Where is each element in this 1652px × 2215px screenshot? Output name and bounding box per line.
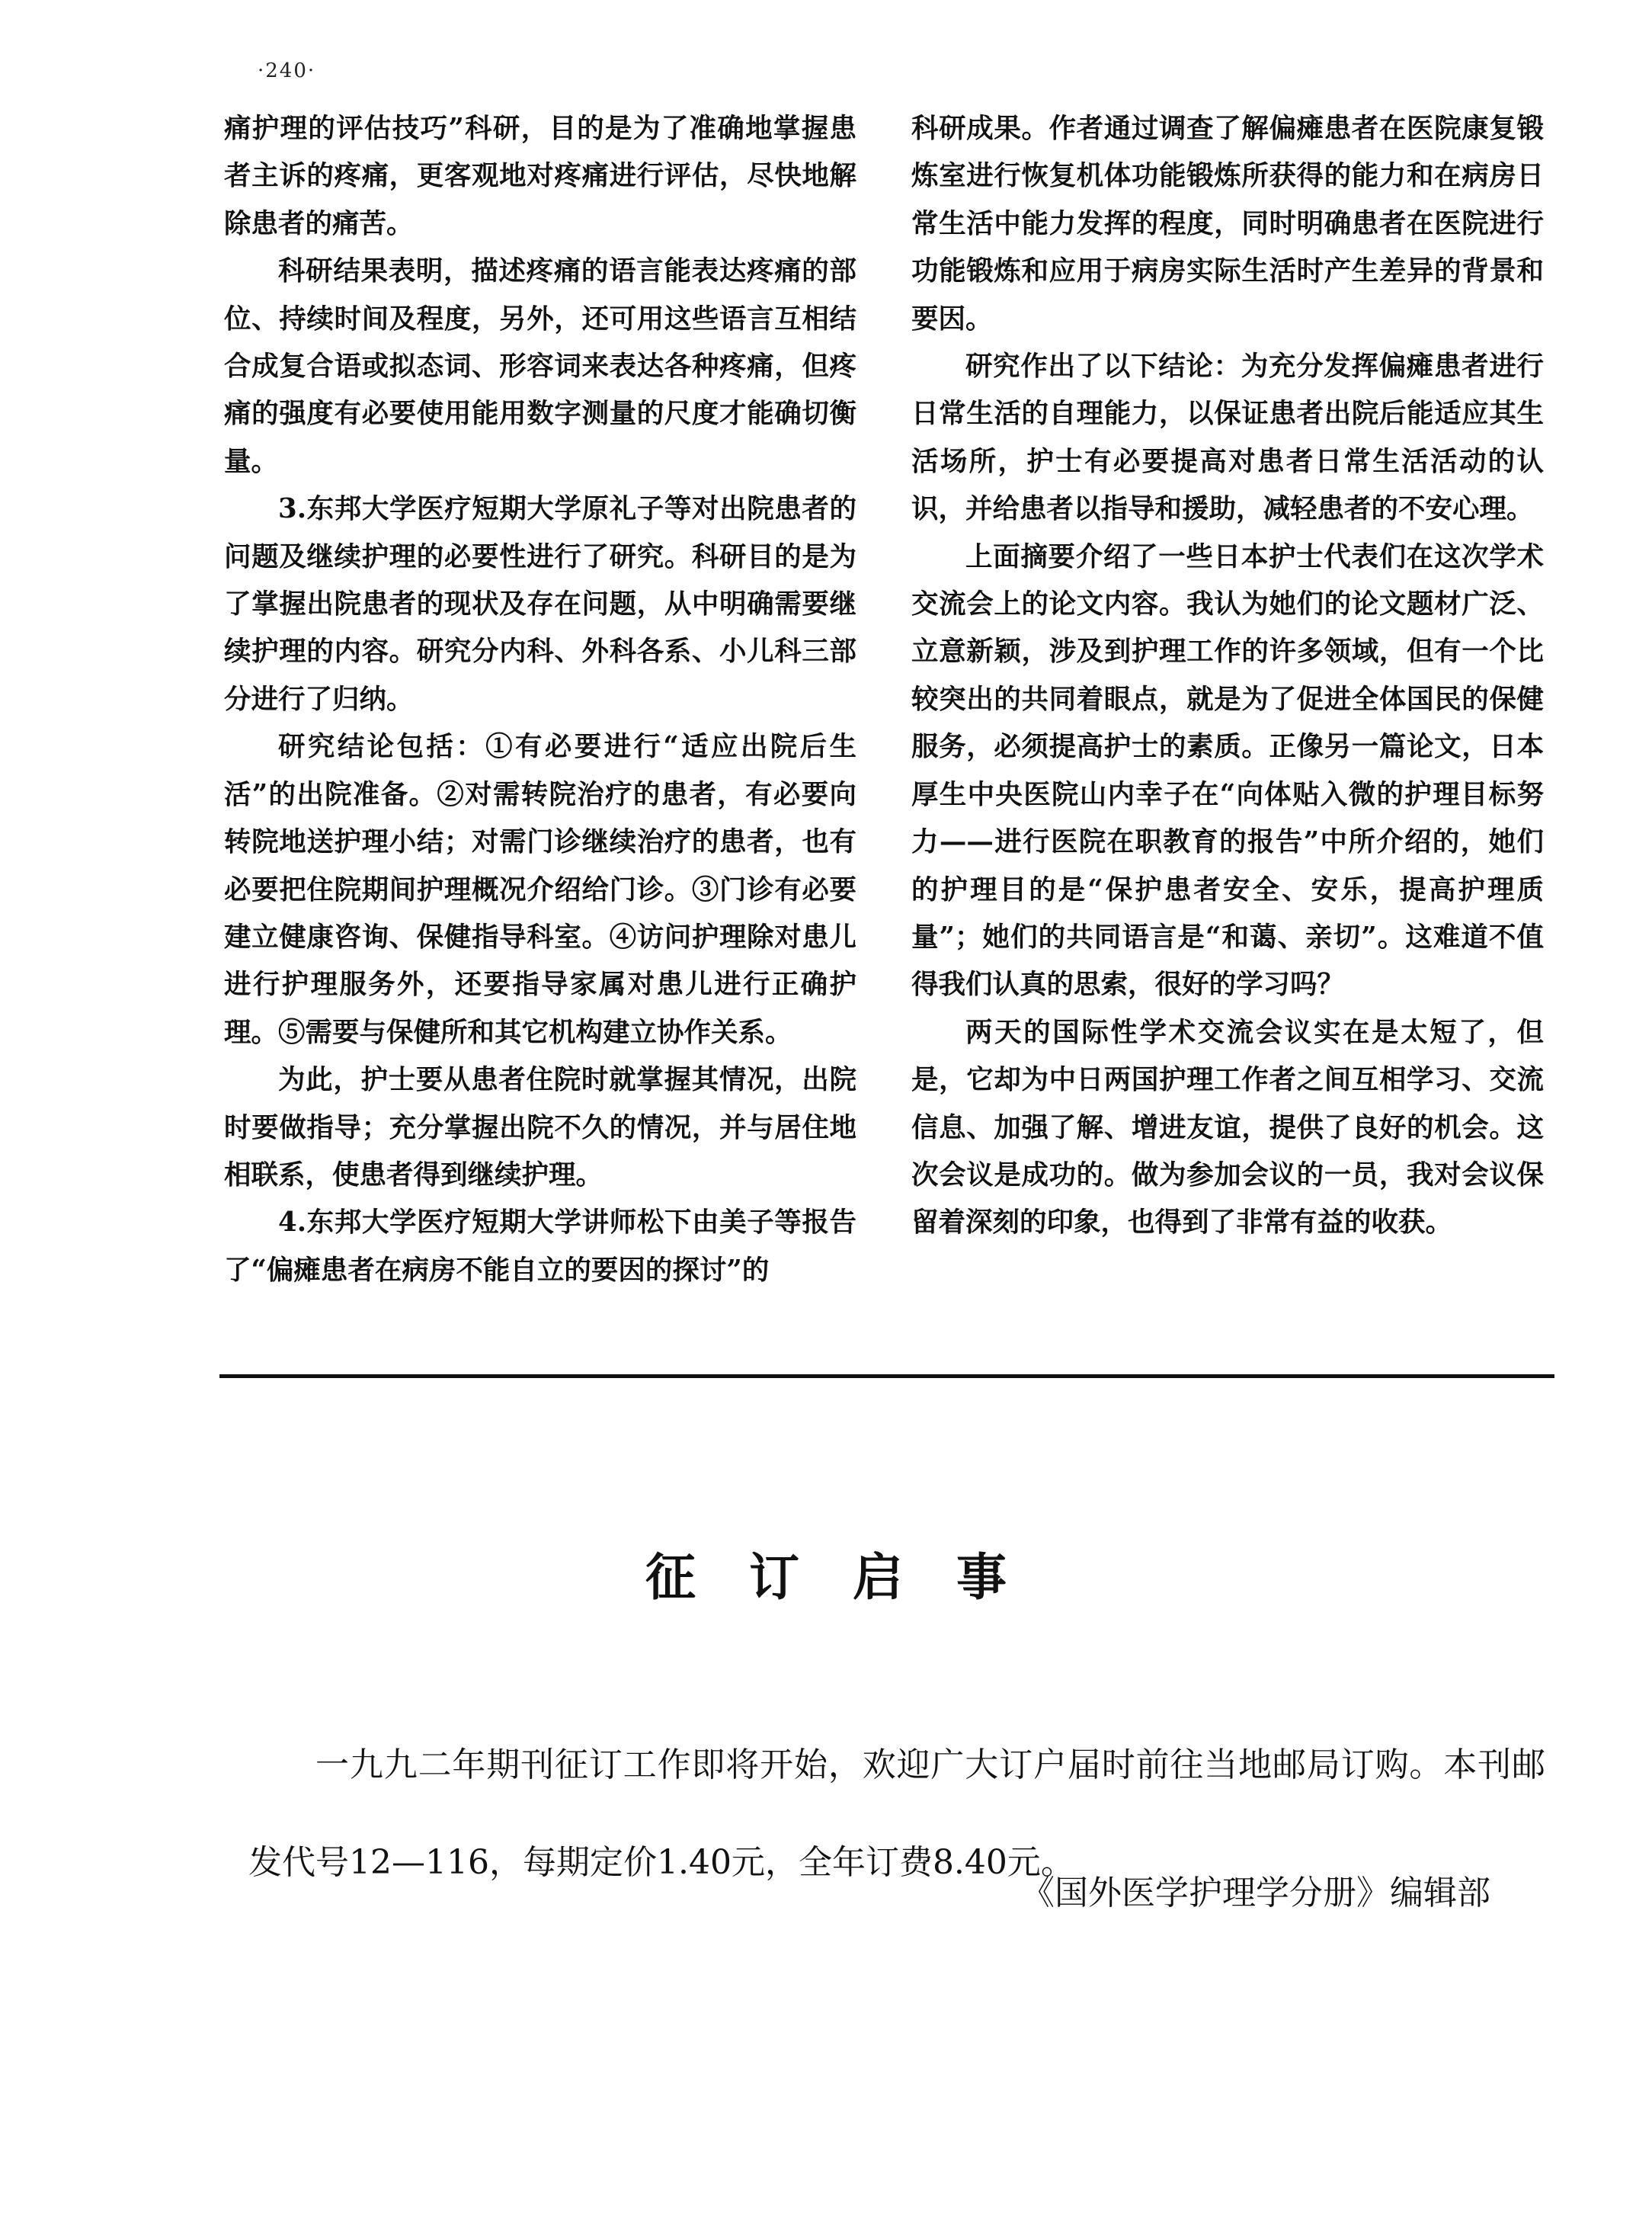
article-paragraph: 上面摘要介绍了一些日本护士代表们在这次学术交流会上的论文内容。我认为她们的论文题材广泛、立意新颖，涉及到护理工作的许多领域，但有一个比较突出的共同着眼点，就是为了促进全体国民的保健服务，必须提高护士的素质。正像另一篇论文，日本厚生中央医院山内幸子在“向体贴入微的护理目标努力——进行医院在职教育的报告”中所介绍的，她们的护理目的是“保护患者安全、安乐，提高护理质量”；她们的共同语言是“和蔼、亲切”。这难道不值得我们认真的思索，很好的学习吗？ [911, 540, 1544, 1001]
notice-paragraph: 一九九二年期刊征订工作即将开始，欢迎广大订户届时前往当地邮局订购。本刊邮发代号12—116，每期定价1.40元，全年订费8.40元。 [248, 1745, 1545, 1882]
article-paragraph: 为此，护士要从患者住院时就掌握其情况，出院时要做指导；充分掌握出院不久的情况，并与居住地相联系，使患者得到继续护理。 [224, 1064, 856, 1191]
article-left-column [224, 105, 856, 1294]
article-paragraph: 两天的国际性学术交流会议实在是太短了，但是，它却为中日两国护理工作者之间互相学习、交流信息、加强了解、增进友谊，提供了良好的机会。这次会议是成功的。做为参加会议的一员，我对会议保留着深刻的印象，也得到了非常有益的收获。 [911, 1016, 1544, 1239]
notice-signature: 《国外医学护理学分册》编辑部 [1021, 1874, 1490, 1912]
article-paragraph: 研究结论包括：①有必要进行“适应出院后生活”的出院准备。②对需转院治疗的患者，有必要向转院地送护理小结；对需门诊继续治疗的患者，也有必要把住院期间护理概况介绍给门诊。③门诊有必要建立健康咨询、保健指导科室。④访问护理除对患儿进行护理服务外，还要指导家属对患儿进行正确护理。⑤需要与保健所和其它机构建立协作关系。 [224, 731, 856, 1048]
section-divider [219, 1374, 1554, 1378]
article-paragraph: 科研结果表明，描述疼痛的语言能表达疼痛的部位、持续时间及程度，另外，还可用这些语言互相结合成复合语或拟态词、形容词来表达各种疼痛，但疼痛的强度有必要使用能用数字测量的尺度才能确切衡量。 [224, 255, 856, 477]
notice-title: 征订启事 [645, 1548, 1060, 1607]
article-paragraph: 4.东邦大学医疗短期大学讲师松下由美子等报告了“偏瘫患者在病房不能自立的要因的探讨”的 [224, 1207, 856, 1286]
article-right-column [911, 105, 1544, 1247]
article-paragraph: 科研成果。作者通过调查了解偏瘫患者在医院康复锻炼室进行恢复机体功能锻炼所获得的能力和在病房日常生活中能力发挥的程度，同时明确患者在医院进行功能锻炼和应用于病房实际生活时产生差异的背景和要因。 [911, 113, 1544, 335]
article-paragraph: 3.东邦大学医疗短期大学原礼子等对出院患者的问题及继续护理的必要性进行了研究。科研目的是为了掌握出院患者的现状及存在问题，从中明确需要继续护理的内容。研究分内科、外科各系、小儿科三部分进行了归纳。 [224, 493, 856, 715]
article-paragraph: 痛护理的评估技巧”科研，目的是为了准确地掌握患者主诉的疼痛，更客观地对疼痛进行评估，尽快地解除患者的痛苦。 [224, 113, 856, 239]
article-paragraph: 研究作出了以下结论：为充分发挥偏瘫患者进行日常生活的自理能力，以保证患者出院后能适应其生活场所，护士有必要提高对患者日常生活活动的认识，并给患者以指导和援助，减轻患者的不安心理。 [911, 351, 1544, 525]
page-number: ·240· [258, 59, 316, 82]
